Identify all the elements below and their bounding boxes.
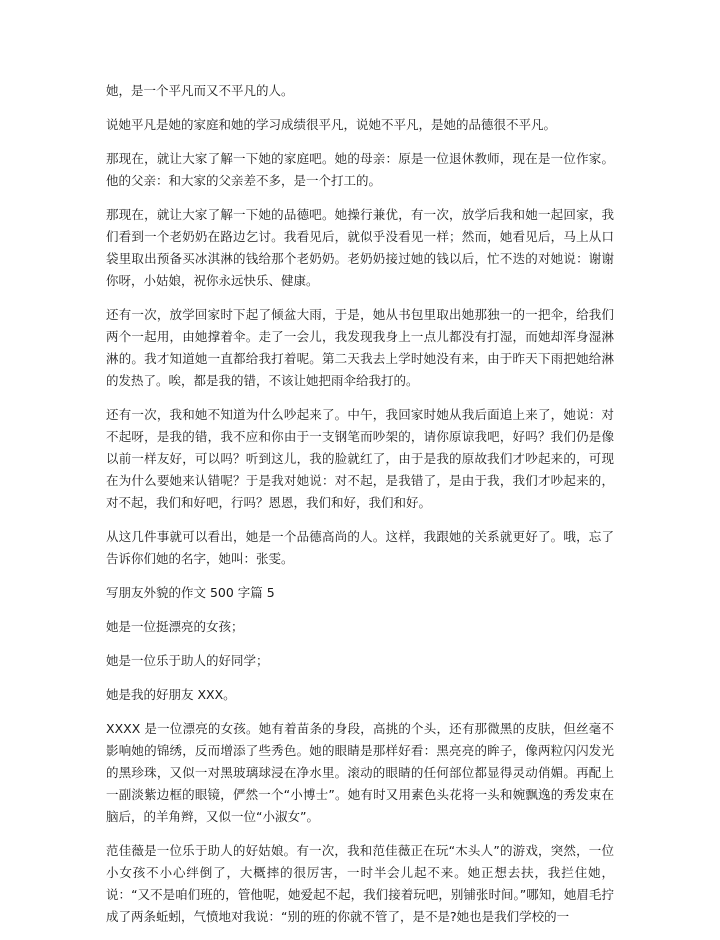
paragraph-quarrel: 还有一次，我和她不知道为什么吵起来了。中午，我回家时她从我后面追上来了，她说：对不起呀，是我的错，我不应和你由于一支钢笔而吵架的，请你原谅我吧，好吗？我们仍是像以前一样友好，可以吗？听到这儿，我的脸就红了，由于是我的原故我们才吵起来的，可现在为什么要她来认错呢？于是我对她说：对不起，是我错了，是由于我，我们才吵起来的，对不起，我们和好吧，行吗？恩恩，我们和好，我们和好。: [106, 407, 614, 510]
paragraph-helping-story: 范佳薇是一位乐于助人的好姑娘。有一次，我和范佳薇正在玩“木头人”的游戏，突然，一位小女孩不小心绊倒了，大概摔的很厉害，一时半会儿起不来。她正想去扶，我拦住她，说：“又不是咱们班的，管他呢，她爱起不起，我们接着玩吧，别铺张时间。”哪知，她眉毛拧成了两条蚯蚓，气愤地对我说：“别的班的你就不管了，是不是?她也是我们学校的一: [106, 843, 614, 924]
paragraph-umbrella: 还有一次，放学回家时下起了倾盆大雨，于是，她从书包里取出她那独一的一把伞，给我们两个一起用，由她撑着伞。走了一会儿，我发现我身上一点儿都没有打湿，而她却浑身湿淋淋的。我才知道她一直都给我打着呢。第二天我去上学时她没有来，由于昨天下雨把她给淋的发热了。唉，都是我的错，不该让她把雨伞给我打的。: [106, 307, 614, 388]
paragraph-helpful-classmate: 她是一位乐于助人的好同学；: [106, 653, 269, 668]
section-heading: 写朋友外貌的作文 500 字篇 5: [106, 585, 275, 600]
document-page: [106, 80, 614, 940]
paragraph-appearance: XXXX 是一位漂亮的女孩。她有着苗条的身段，高挑的个头，还有那微黑的皮肤，但丝毫不影响她的锦绣，反而增添了些秀色。她的眼睛是那样好看：黑亮亮的眸子，像两粒闪闪发光的黑珍珠，又似一对黑玻璃球浸在净水里。滚动的眼睛的任何部位都显得灵动俏媚。再配上一副淡紫边框的眼镜，俨然一个“小博士”。她有时又用素色头花将一头和婉飘逸的秀发束在脑后，的羊角辫，又似一位“小淑女”。: [106, 721, 614, 824]
paragraph-good-friend: 她是我的好朋友 XXX。: [106, 687, 236, 702]
paragraph-conclusion: 从这几件事就可以看出，她是一个品德高尚的人。这样，我跟她的关系就更好了。哦，忘了告诉你们她的名字，她叫：张雯。: [106, 529, 614, 566]
paragraph-ordinary: 说她平凡是她的家庭和她的学习成绩很平凡，说她不平凡，是她的品德很不平凡。: [106, 117, 557, 132]
paragraph-pretty-girl: 她是一位挺漂亮的女孩；: [106, 619, 244, 634]
paragraph-family: 那现在，就让大家了解一下她的家庭吧。她的母亲：原是一位退休教师，现在是一位作家。他的父亲：和大家的父亲差不多，是一个打工的。: [106, 151, 614, 188]
paragraph-character: 那现在，就让大家了解一下她的品德吧。她操行兼优，有一次，放学后我和她一起回家，我们看到一个老奶奶在路边乞讨。我看见后，就似乎没看见一样；然而，她看见后，马上从口袋里取出预备买冰淇淋的钱给那个老奶奶。老奶奶接过她的钱以后，忙不迭的对她说：谢谢你呀，小姑娘，祝你永远快乐、健康。: [106, 207, 614, 288]
paragraph-intro: 她，是一个平凡而又不平凡的人。: [106, 83, 294, 98]
